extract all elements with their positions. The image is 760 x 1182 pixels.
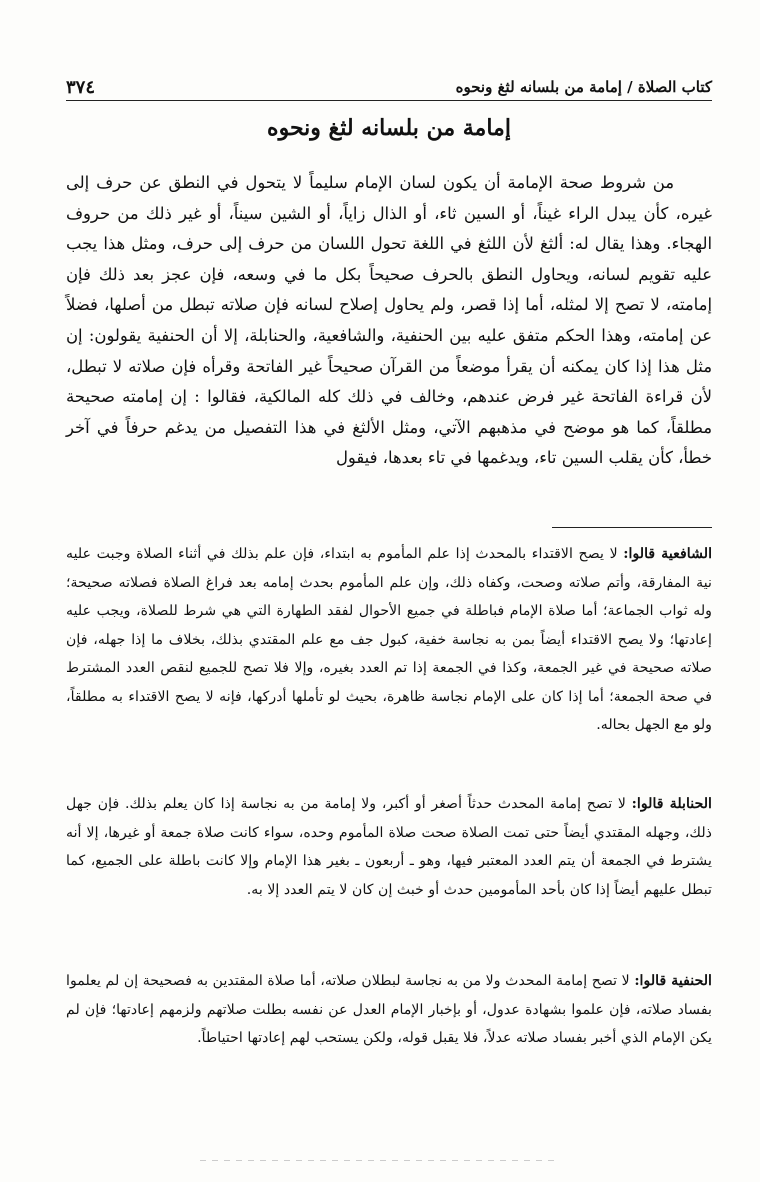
footnote-text: لا تصح إمامة المحدث حدثاً أصغر أو أكبر، ولا إمامة من به نجاسة إذا كان يعلم بذلك. فإن جهل ذلك، وجهله المقتدي أيضاً حتى تمت الصلاة صحت صلاة المأموم وحده، سواء كانت صلاة جمعة أو غيرها، إلا أنه يشترط في الجمعة أن يتم العدد المعتبر فيها، وهو ـ أربعون ـ بغير هذا الإمام وإلا كانت باطلة على الجميع، كما تبطل عليهم أيضاً إذا كان بأحد المأمومين حدث أو خبث إن كان لا يتم العدد إلا به. [66,796,712,898]
footnote-label: الحنفية قالوا: [634,973,712,989]
footnote-hanabila [66,790,712,904]
footnote-text: لا يصح الاقتداء بالمحدث إذا علم المأموم به ابتداء، فإن علم بذلك في أثناء الصلاة وجبت عليه نية المفارقة، وأتم صلاته وصحت، وكفاه ذلك، وإن علم المأموم بحدث إمامه بعد فراغ الصلاة فصلاته صحيحة؛ وله ثواب الجماعة؛ أما صلاة الإمام فباطلة في جميع الأحوال لفقد الطهارة التي هي شرط للصلاة، ويجب عليه إعادتها؛ ولا يصح الاقتداء أيضاً بمن به نجاسة خفية، كبول جف مع علم المقتدي بذلك، بخلاف ما إذا جهله، فإن صلاته صحيحة في غير الجمعة، وكذا في الجمعة إذا تم العدد بغيره، وإلا فلا تصح للجميع لنقص العدد المشترط في صحة الجمعة؛ أما إذا كان على الإمام نجاسة ظاهرة، بحيث لو تأملها أدركها، فإنه لا يصح الاقتداء به مطلقاً، ولو مع الجهل بحاله. [66,546,712,733]
main-paragraph [66,168,712,474]
running-title: كتاب الصلاة / إمامة من بلسانه لثغ ونحوه [455,78,712,96]
main-text: من شروط صحة الإمامة أن يكون لسان الإمام سليماً لا يتحول في النطق عن حرف إلى غيره، كأن يبدل الراء غيناً، أو السين ثاء، أو الذال زاياً، أو الشين سيناً، أو غير ذلك من حروف الهجاء. وهذا يقال له: ألثغ لأن اللثغ في اللغة تحول اللسان من حرف إلى حرف، ومثل هذا يجب عليه تقويم لسانه، ويحاول النطق بالحرف صحيحاً بكل ما في وسعه، فإن عجز بعد ذلك فإن إمامته، لا تصح إلا لمثله، أما إذا قصر، ولم يحاول إصلاح لسانه فإن صلاته تبطل من أصلها، فضلاً عن إمامته، وهذا الحكم متفق عليه بين الحنفية، والشافعية، والحنابلة، إلا أن الحنفية يقولون: إن مثل هذا إذا كان يمكنه أن يقرأ موضعاً من القرآن صحيحاً غير الفاتحة وقرأه فإن صلاته لا تبطل، لأن قراءة الفاتحة غير فرض عندهم، وخالف في ذلك كله المالكية، فقالوا : إن إمامته صحيحة مطلقاً، كما هو موضح في مذهبهم الآتي، ومثل الألثغ في هذا التفصيل من يدغم حرفاً في آخر خطأ، كأن يقلب السين تاء، ويدغمها في تاء بعدها، فيقول [66,173,712,468]
page-number: ٣٧٤ [66,77,96,98]
footnote-hanafiyya [66,967,712,1053]
footnote-shafiiyya [66,540,712,740]
page-header [66,70,712,101]
scan-artifact [200,1160,560,1161]
footnote-text: لا تصح إمامة المحدث ولا من به نجاسة لبطلان صلاته، أما صلاة المقتدين به فصحيحة إن لم يعلموا بفساد صلاته، فإن علموا بشهادة عدول، أو بإخبار الإمام العدل عن نفسه بطلت صلاتهم ولزمهم إعادتها؛ فإن لم يكن الإمام الذي أخبر بفساد صلاته عدلاً، فلا يقبل قوله، ولكن يستحب لهم إعادتها احتياطاً. [66,973,712,1046]
footnote-label: الشافعية قالوا: [623,546,713,562]
section-title: إمامة من بلسانه لثغ ونحوه [267,115,511,141]
footnote-label: الحنابلة قالوا: [631,796,712,812]
footnote-separator [552,527,712,528]
